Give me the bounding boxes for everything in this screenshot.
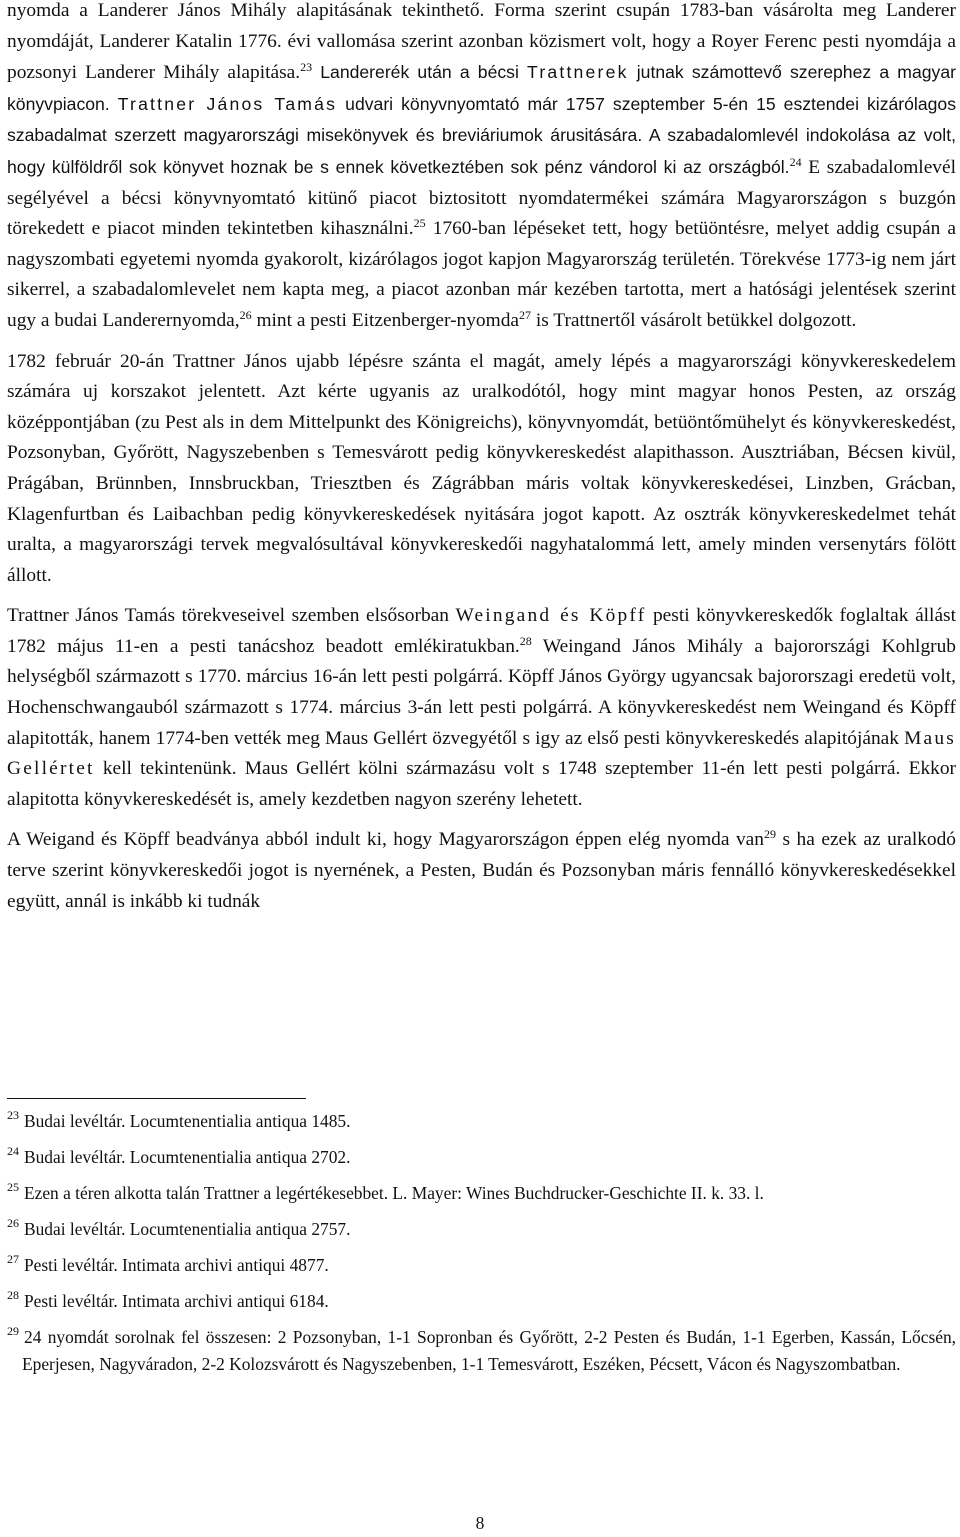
- footnote-text: 24 nyomdát sorolnak fel összesen: 2 Pozsonyban, 1-1 Sopronban és Győrött, 2-2 Pesten és Budán, 1-1 Egerben, Kassán, Lőcsén, Eperjesen, Nagyváradon, 2-2 Kolozsvárott és Nagyszebenben, 1-1 Temesvárott, Eszéken, Pécsett, Vácon és Nagyszombatban.: [22, 1327, 956, 1374]
- emphasized-name: Maus Gellértet: [7, 727, 956, 780]
- paragraph-text: 1760-ban lépéseket tett, hogy betüöntésre, melyet addig csupán a nagyszombati egyetemi nyomda gyakorolt, kizárólagos jogot kapjon Magyarország területén. Törekvése 1773-ig nem járt sikerrel, a szabadalomlevelet nem kapta meg, a piacot azonban már kezében tartotta, mert a hatósági jelentések szerint ugy a budai Landerernyomda,: [7, 218, 956, 331]
- footnote-number: 29: [7, 1324, 19, 1338]
- footnote-ref-27[interactable]: 27: [519, 307, 532, 322]
- page-body: [7, 0, 956, 917]
- paragraph-text: A Weigand és Köpff beadványa abból indult ki, hogy Magyarországon éppen elég nyomda van: [7, 829, 764, 851]
- footnote-number: 25: [7, 1180, 19, 1194]
- footnote-number: 26: [7, 1216, 19, 1230]
- footnote-24: [7, 1144, 956, 1171]
- paragraph-text: Weingand János Mihály a bajorországi Kohlgrub helységből származott s 1770. március 16-án lett pesti polgárrá. Köpff János György ugyancsak bajororszagi eredetü volt, Hochenschwangauból származott s 1774. március 3-án lett pesti polgárrá. A könyvkereskedést nem Weingand és Köpff alapitották, hanem 1774-ben vették meg Maus Gellért özvegyétől s igy az első pesti könyvkereskedés alapitójának: [7, 635, 956, 749]
- page-number: 8: [475, 1513, 485, 1533]
- paragraph-text: kell tekintenünk. Maus Gellért kölni származásu volt s 1748 szeptember 11-én lett pesti polgárrá. Ekkor alapitotta könyvkereskedését is, amely kezdetben nagyon szerény lehetett.: [7, 758, 956, 810]
- paragraph-text: mint a pesti Eitzenberger-nyomda: [251, 309, 520, 331]
- footnote-number: 23: [7, 1108, 19, 1122]
- paragraph-text: E szabadalomlevél segélyével a bécsi könyvnyomtató kitünő piacot biztositott nyomdatermékei számára Magyarországon s buzgón törekedett e piacot minden tekintetben kihasználni.: [7, 156, 956, 240]
- emphasized-name: Weingand és Köpff: [455, 605, 647, 627]
- paragraph-text: s ha ezek az uralkodó terve szerint könyvkereskedői jogot is nyernének, a Pesten, Budán és Pozsonyban máris fennálló könyvkereskedésekkel együtt, annál is inkább ki tudnák: [7, 829, 957, 912]
- footnote-26: [7, 1216, 956, 1243]
- footnote-text: Budai levéltár. Locumtenentialia antiqua 1485.: [24, 1111, 351, 1131]
- paragraph-text: 1782 február 20-án Trattner János ujabb lépésre szánta el magát, amely lépés a magyarországi könyvkereskedelem számára uj korszakot jelentett. Azt kérte ugyanis az uralkodótól, hogy mint magyar honos Pesten, az ország középpontjában (zu Pest als in dem Mittelpunkt des Königreichs), könyvnyomdát, betüöntőmühelyt és könyvkereskedést, Pozsonyban, Győrött, Nagyszebenben s Temesvárott pedig könyvkereskedést alapithasson. Ausztriában, Bécsen kivül, Prágában, Brünnben, Innsbruckban, Triesztben és Zágrábban máris voltak könyvkereskedései, Linzben, Grácban, Klagenfurtban és Laibachban pedig könyvkereskedések nyitására jogot kapott. Az osztrák könyvkereskedelmet tehát uralta, a magyarországi tervek megvalósultával könyvkereskedői nagyhatalommá lett, amely minden versenytárs fölött állott.: [7, 350, 956, 586]
- paragraph-text: is Trattnertől vásárolt betükkel dolgozott.: [531, 309, 857, 331]
- footnote-text: Pesti levéltár. Intimata archivi antiqui 6184.: [24, 1291, 329, 1311]
- footnote-separator: [7, 1098, 306, 1099]
- paragraph-1: [7, 0, 956, 337]
- footnote-ref-28[interactable]: 28: [519, 633, 532, 648]
- footnote-text: Pesti levéltár. Intimata archivi antiqui 4877.: [24, 1255, 329, 1275]
- footnote-ref-24[interactable]: 24: [789, 154, 802, 169]
- footnotes: [7, 1108, 956, 1387]
- paragraph-text: pesti könyvkereskedők foglaltak állást 1782 május 11-en a pesti tanácshoz beadott emlékiratukban.: [7, 605, 956, 657]
- paragraph-text: jutnak számottevő szerephez a magyar könyvpiacon.: [7, 62, 956, 114]
- paragraph-4: [7, 825, 956, 917]
- footnote-text: Ezen a téren alkotta talán Trattner a legértékesebbet. L. Mayer: Wines Buchdrucker-Geschichte II. k. 33. l.: [24, 1183, 764, 1203]
- footnote-25: [7, 1180, 956, 1207]
- footnote-ref-23[interactable]: 23: [300, 60, 313, 75]
- footnote-ref-25[interactable]: 25: [413, 216, 426, 231]
- paragraph-text: Landererék után a bécsi: [312, 62, 528, 83]
- paragraph-3: [7, 601, 956, 815]
- footnote-28: [7, 1288, 956, 1315]
- emphasized-name: Trattner János Tamás: [117, 93, 338, 114]
- footnote-text: Budai levéltár. Locumtenentialia antiqua 2757.: [24, 1219, 351, 1239]
- footnote-ref-26[interactable]: 26: [239, 307, 252, 322]
- footnote-text: Budai levéltár. Locumtenentialia antiqua 2702.: [24, 1147, 351, 1167]
- footnote-number: 24: [7, 1144, 19, 1158]
- footnote-ref-29[interactable]: 29: [763, 827, 776, 842]
- paragraph-text: udvari könyvnyomtató már 1757 szeptember 5-én 15 esztendei kizárólagos szabadalmat szerzett magyarországi misekönyvek és breviáriumok árusitására. A szabadalomlevél indokolása az volt, hogy külföldről sok könyvet hoznak be s ennek következtében sok pénz vándorol ki az országból.: [7, 93, 956, 177]
- footnote-number: 27: [7, 1252, 19, 1266]
- footnote-23: [7, 1108, 956, 1135]
- footnote-27: [7, 1252, 956, 1279]
- paragraph-text: nyomda a Landerer János Mihály alapitásának tekinthető. Forma szerint csupán 1783-ban vásárolta meg Landerer nyomdáját, Landerer Katalin 1776. évi vallomása szerint azonban közismert volt, hogy a Royer Ferenc pesti nyomdája a pozsonyi Landerer Mihály alapitása.: [7, 0, 956, 84]
- paragraph-text: Trattner János Tamás törekveseivel szemben elsősorban: [7, 605, 456, 627]
- paragraph-2: [7, 347, 956, 592]
- footnote-29: [7, 1324, 956, 1378]
- emphasized-name: Trattnerek: [527, 62, 629, 83]
- footnote-number: 28: [7, 1288, 19, 1302]
